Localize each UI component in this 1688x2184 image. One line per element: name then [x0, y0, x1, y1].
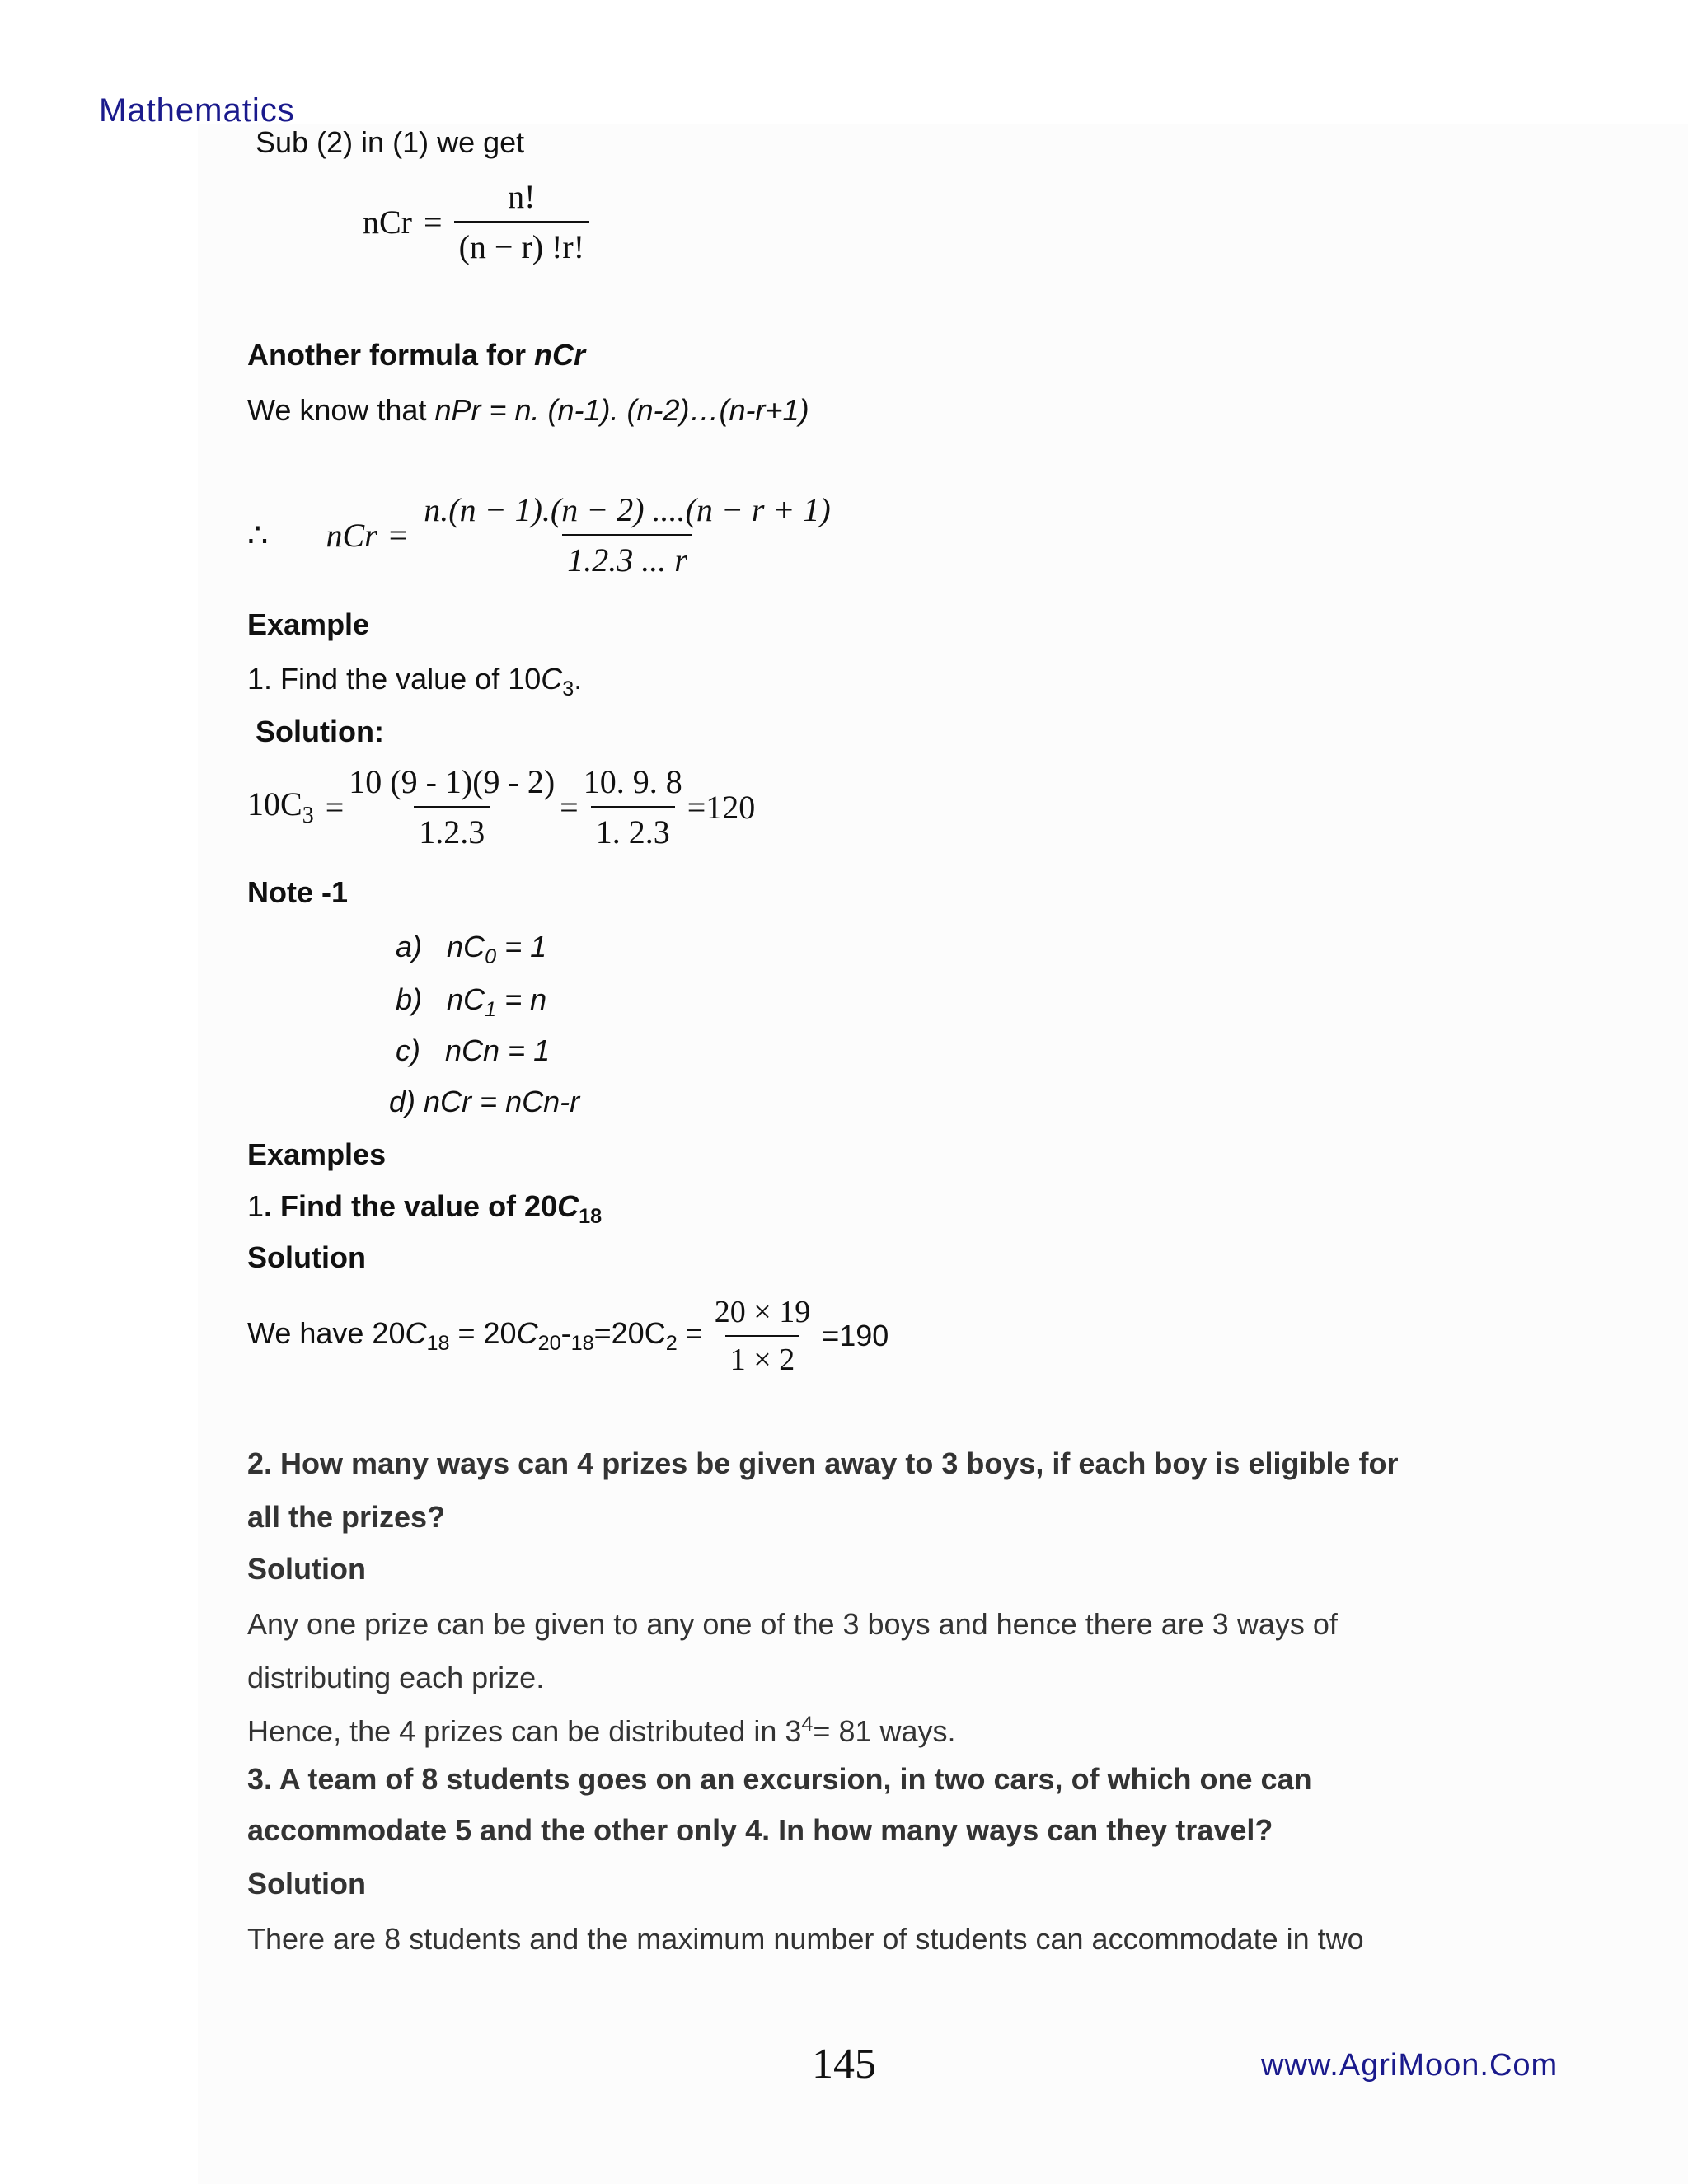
- note-item-d-label: d): [389, 1085, 416, 1118]
- eq3-denominator-2: 1. 2.3: [591, 806, 675, 851]
- examples-q1-num: 1: [247, 1189, 265, 1223]
- have-s1: 18: [426, 1332, 450, 1356]
- example-question-1: [247, 662, 582, 701]
- answer-2-line-1: Any one prize can be given to any one of the 3 boys and hence there are 3 ways of: [247, 1607, 1338, 1641]
- have-t1: We have 20: [247, 1315, 406, 1350]
- examples-q1-sub: 18: [579, 1205, 603, 1229]
- have-c2: C: [516, 1315, 538, 1350]
- eq2-lhs: nCr: [326, 516, 377, 554]
- eq2-equals: =: [388, 516, 408, 554]
- question-2-line-2: all the prizes?: [247, 1500, 446, 1534]
- note-item-b-lhs: nC: [447, 982, 485, 1016]
- note-item-a-label: a): [396, 930, 423, 963]
- equation-ncr-product: [247, 490, 836, 579]
- header-subject: Mathematics: [99, 92, 295, 129]
- solution-2-label: Solution: [247, 1552, 366, 1586]
- solution-3-label: Solution: [247, 1867, 366, 1900]
- eq3-lhs-main: 10C: [247, 785, 302, 823]
- eq1-equals: =: [424, 203, 443, 241]
- note-item-d-lhs: nCr = nCn-r: [424, 1085, 580, 1118]
- example-q1-sub: 3: [562, 677, 574, 701]
- eq3-numerator-1: 10 (9 - 1)(9 - 2): [349, 763, 556, 800]
- question-3-line-2: accommodate 5 and the other only 4. In how many ways can they travel?: [247, 1813, 1273, 1847]
- have-result: =190: [822, 1319, 889, 1352]
- we-have-line: [247, 1294, 889, 1378]
- question-3-line-1: 3. A team of 8 students goes on an excursion, in two cars, of which one can: [247, 1762, 1312, 1796]
- eq1-lhs: nCr: [363, 203, 412, 241]
- know-formula: nPr = n. (n-1). (n-2)…(n-r+1): [434, 393, 809, 427]
- therefore-symbol: ∴: [247, 516, 269, 554]
- note-item-b-rhs: = n: [496, 982, 547, 1016]
- another-formula-italic: nCr: [534, 338, 585, 372]
- note-item-b: [396, 982, 546, 1022]
- answer-2-line-3: [247, 1713, 956, 1749]
- note-item-a-sub: 0: [485, 945, 497, 969]
- note-item-c-label: c): [396, 1033, 420, 1067]
- another-formula-heading: [247, 338, 585, 373]
- have-t2: = 20: [449, 1315, 517, 1350]
- note-item-b-label: b): [396, 982, 423, 1016]
- example-solution-label: Solution:: [256, 715, 384, 748]
- answer-2-sup: 4: [801, 1713, 814, 1736]
- have-t3: =20C: [593, 1315, 666, 1350]
- equation-10c3: [247, 762, 755, 851]
- examples-q1-text: . Find the value of 20: [264, 1189, 558, 1223]
- eq1-numerator: n!: [508, 178, 536, 215]
- answer-2-line-3-a: Hence, the 4 prizes can be distributed in 3: [247, 1714, 802, 1748]
- eq2-denominator: 1.2.3 ... r: [562, 534, 692, 579]
- examples-solution-1-label: Solution: [247, 1240, 366, 1274]
- eq2-numerator: n.(n − 1).(n − 2) ....(n − r + 1): [424, 491, 831, 528]
- note-item-a: [396, 930, 546, 969]
- note-item-d: [389, 1085, 579, 1119]
- example-heading: Example: [247, 607, 370, 641]
- equation-ncr-factorial: [363, 177, 589, 266]
- eq3-lhs: [247, 785, 314, 829]
- question-2-line-1: 2. How many ways can 4 prizes be given away to 3 boys, if each boy is eligible for: [247, 1446, 1399, 1480]
- note-item-a-lhs: nC: [447, 930, 485, 963]
- eq3-denominator-1: 1.2.3: [414, 806, 490, 851]
- answer-2-line-2: distributing each prize.: [247, 1661, 545, 1694]
- eq3-result: =120: [687, 788, 756, 826]
- have-minus: -: [560, 1315, 571, 1350]
- example-q1-dot: .: [574, 662, 583, 696]
- have-s4: 2: [665, 1332, 678, 1356]
- eq2-fraction: [419, 490, 835, 579]
- examples-q1-c: C: [557, 1189, 579, 1223]
- note-item-b-sub: 1: [485, 998, 497, 1022]
- answer-2-line-3-b: = 81 ways.: [813, 1714, 956, 1748]
- eq3-numerator-2: 10. 9. 8: [583, 763, 682, 800]
- know-prefix: We know that: [247, 393, 435, 427]
- note-item-c-lhs: nCn = 1: [445, 1033, 551, 1067]
- have-s2: 20: [537, 1332, 561, 1356]
- note-item-c: [396, 1033, 550, 1068]
- have-numerator: 20 × 19: [714, 1295, 811, 1329]
- examples-question-1: [247, 1189, 602, 1229]
- eq3-equals-1: =: [325, 788, 345, 826]
- footer-website-link[interactable]: www.AgriMoon.Com: [1261, 2048, 1559, 2083]
- examples-heading: Examples: [247, 1137, 387, 1171]
- page-number: 145: [812, 2041, 876, 2088]
- have-s3: 18: [570, 1332, 594, 1356]
- have-t4: =: [677, 1315, 703, 1350]
- example-q1-text: 1. Find the value of 10: [247, 662, 542, 696]
- sub-line: Sub (2) in (1) we get: [256, 125, 525, 159]
- have-fraction: [710, 1294, 815, 1378]
- example-q1-c: C: [541, 662, 563, 696]
- eq1-fraction: [454, 177, 589, 266]
- eq3-fraction-1: [344, 762, 560, 851]
- page-background: [198, 124, 1688, 2184]
- eq3-lhs-sub: 3: [302, 803, 314, 828]
- eq3-fraction-2: [579, 762, 687, 851]
- know-line: [247, 393, 809, 428]
- answer-3-line-1: There are 8 students and the maximum number of students can accommodate in two: [247, 1922, 1364, 1956]
- note-heading: Note -1: [247, 875, 349, 909]
- another-formula-text: Another formula for: [247, 338, 534, 372]
- note-item-a-rhs: = 1: [496, 930, 547, 963]
- eq3-equals-2: =: [560, 788, 579, 826]
- have-denominator: 1 × 2: [725, 1335, 799, 1378]
- eq1-denominator: (n − r) !r!: [454, 221, 589, 266]
- have-c1: C: [405, 1315, 427, 1350]
